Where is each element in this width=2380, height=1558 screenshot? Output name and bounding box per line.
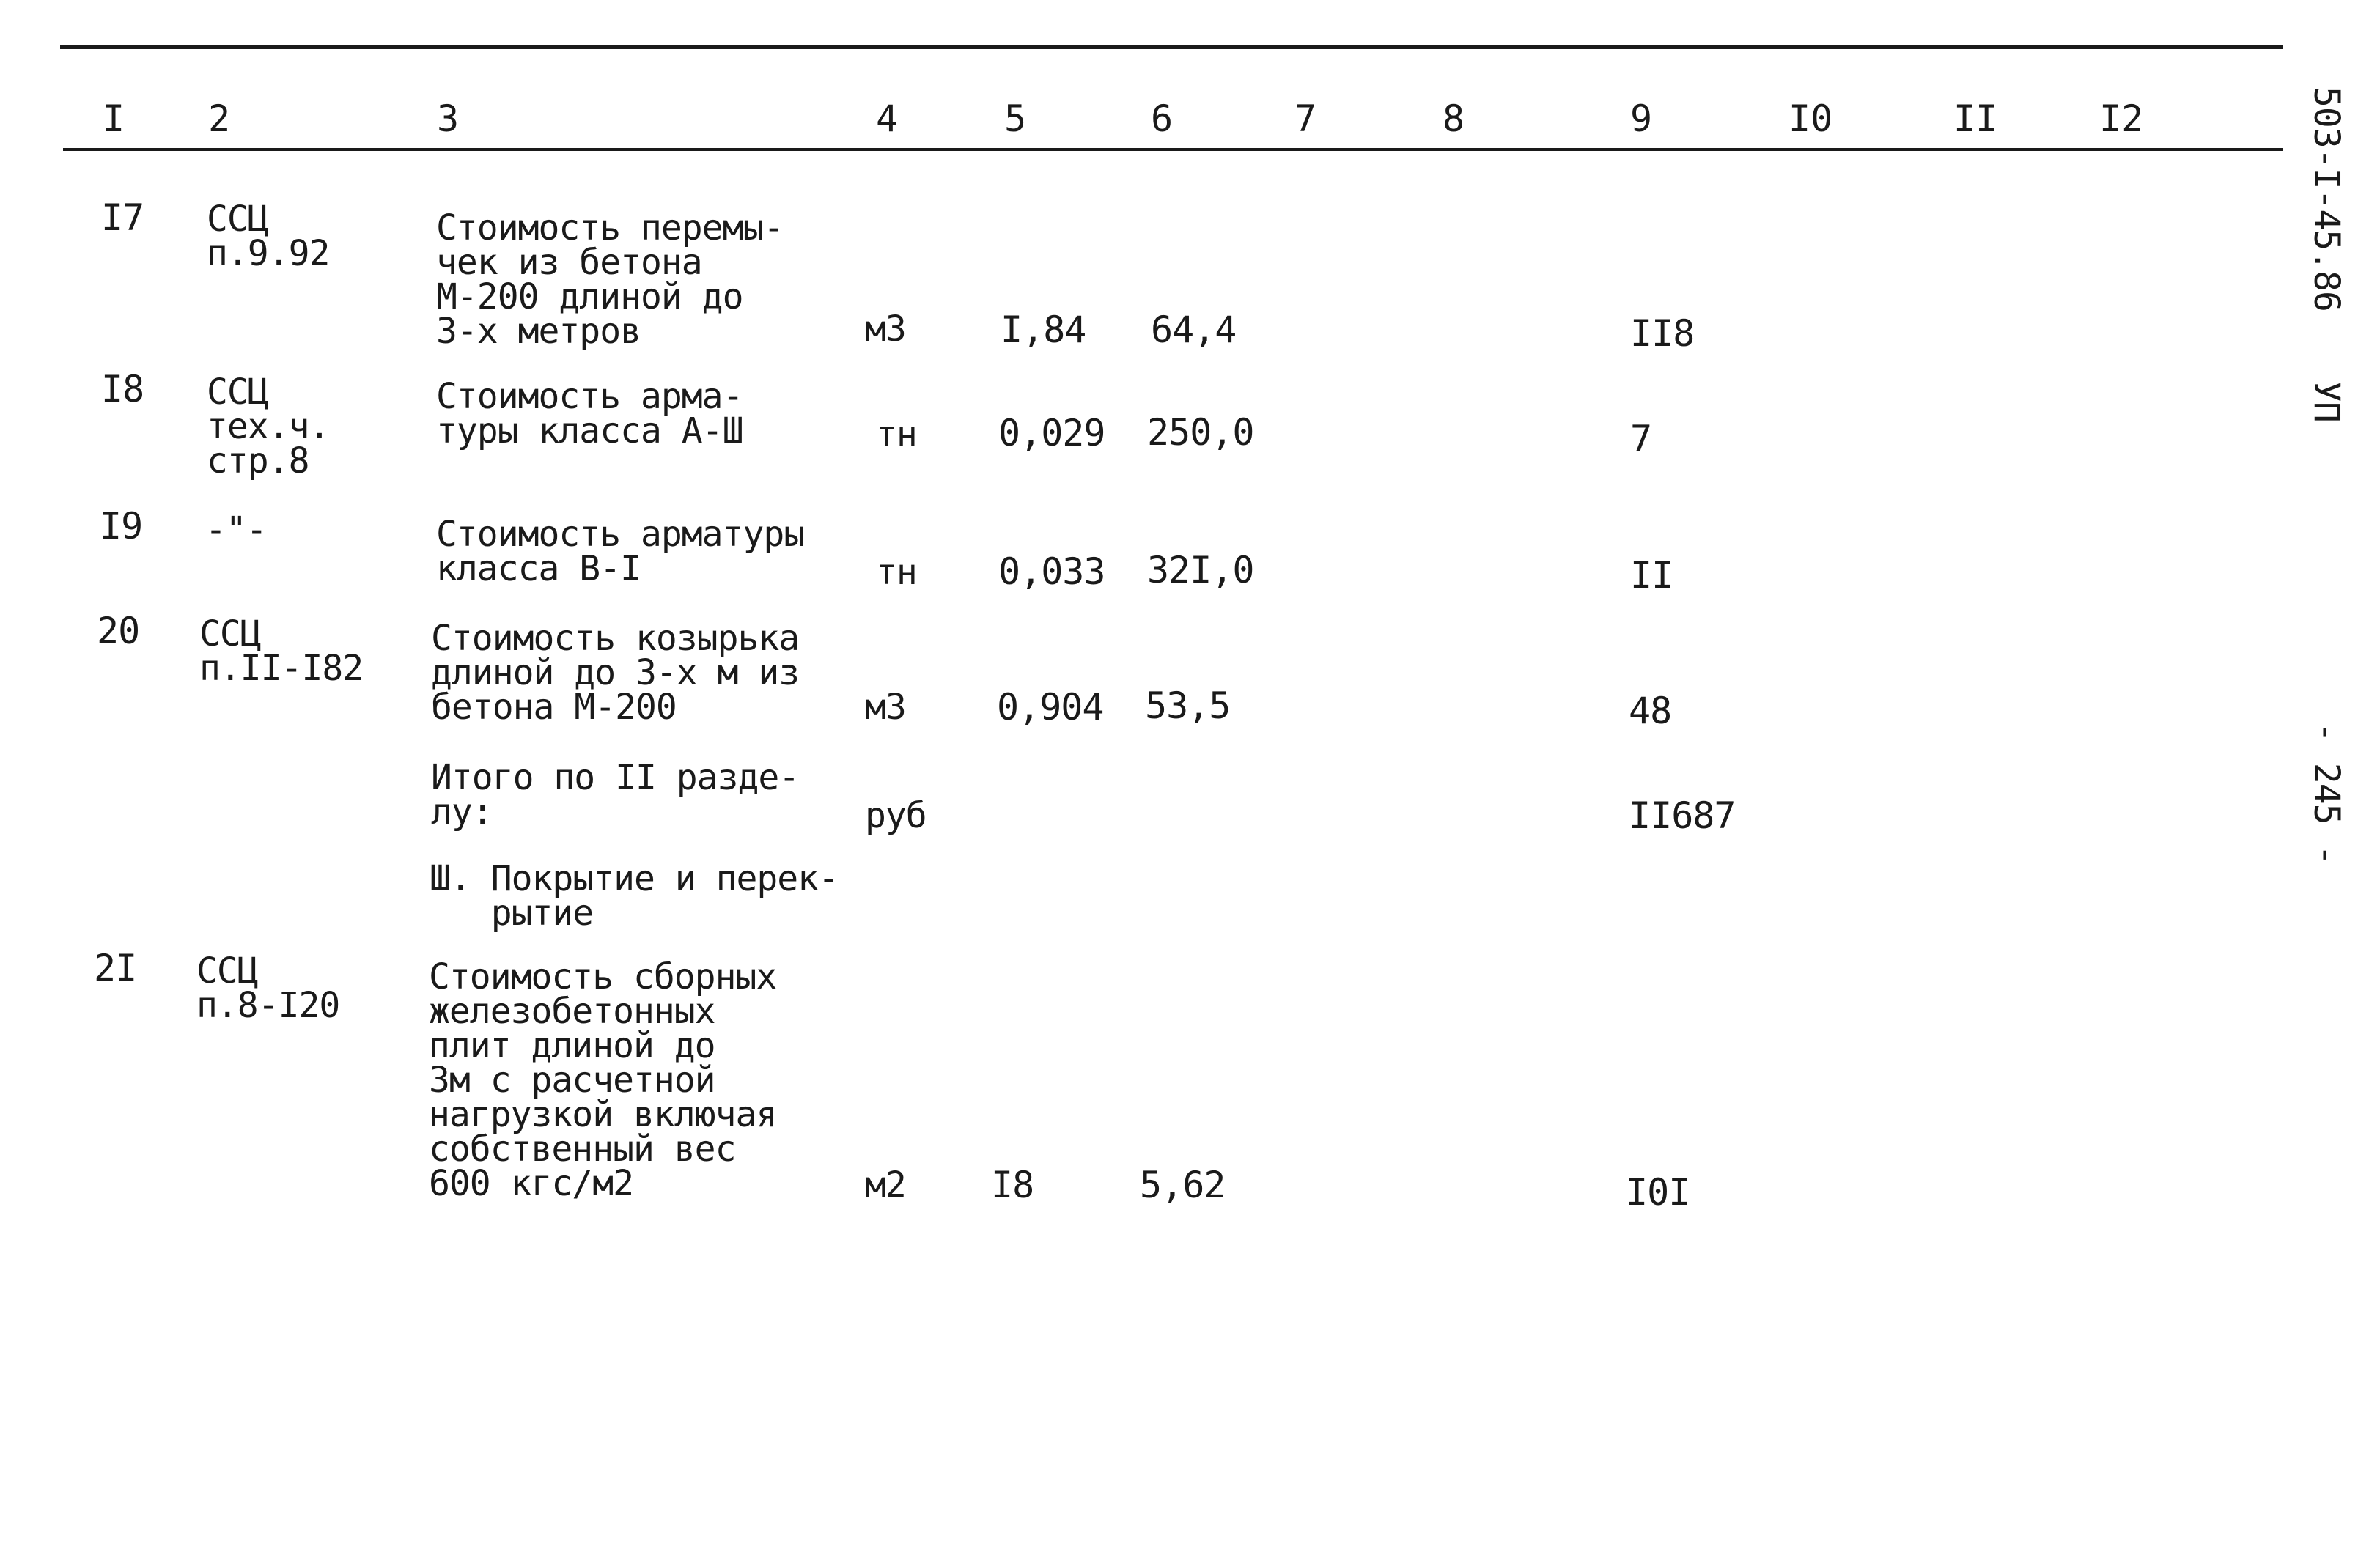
row-source: ССЦ тех.ч. стр.8	[207, 372, 330, 481]
row-name: Стоимость арма- туры класса А-Ш	[436, 376, 743, 451]
row-source: ССЦ п.II-I82	[199, 613, 364, 689]
row-source: ССЦ п.8-I20	[196, 950, 340, 1026]
row-name: Итого по II разде- лу:	[431, 757, 800, 832]
row-unit: тн	[876, 414, 917, 455]
row-unit: м3	[865, 687, 906, 728]
column-header-10: I0	[1788, 97, 1833, 140]
row-total: II	[1630, 554, 1673, 597]
column-header-5: 5	[1004, 97, 1027, 140]
row-unit: м2	[865, 1164, 906, 1206]
row-number: I8	[101, 368, 144, 410]
column-header-8: 8	[1443, 97, 1465, 140]
row-unit: м3	[865, 309, 906, 350]
row-source: -"-	[205, 509, 267, 550]
row-name: Стоимость перемы- чек из бетона М-200 длиной до 3-х метров	[436, 207, 784, 352]
row-name: Стоимость арматуры класса В-I	[436, 514, 805, 589]
row-unit-price: 64,4	[1151, 309, 1237, 351]
row-unit: руб	[865, 795, 926, 836]
column-header-7: 7	[1294, 97, 1317, 140]
margin-document-code: 503-I-45.86	[2306, 86, 2347, 311]
column-header-12: I2	[2099, 97, 2144, 140]
column-header-9: 9	[1630, 97, 1653, 140]
column-header-2: 2	[208, 97, 231, 140]
header-rule	[63, 148, 2283, 151]
column-header-11: II	[1953, 97, 1998, 140]
row-quantity: 0,904	[997, 686, 1104, 728]
column-header-3: 3	[437, 97, 460, 140]
row-number: 20	[97, 610, 140, 652]
row-quantity: 0,029	[998, 412, 1105, 454]
row-total: 48	[1629, 690, 1672, 732]
column-header-6: 6	[1151, 97, 1174, 140]
section-heading: Ш. Покрытие и перек- рытие	[430, 858, 839, 934]
row-total: I0I	[1626, 1171, 1690, 1214]
row-unit-price: 53,5	[1145, 684, 1231, 727]
row-unit-price: 32I,0	[1147, 549, 1254, 591]
row-number: I7	[101, 196, 144, 239]
row-name: Стоимость козырька длиной до 3-х м из бетона М-200	[431, 618, 800, 728]
row-unit-price: 250,0	[1147, 411, 1254, 454]
row-quantity: 0,033	[998, 550, 1105, 593]
column-header-4: 4	[876, 97, 899, 140]
row-quantity: I,84	[1001, 309, 1086, 351]
row-source: ССЦ п.9.92	[207, 199, 330, 274]
top-rule	[60, 45, 2283, 49]
row-quantity: I8	[991, 1164, 1034, 1206]
column-header-1: I	[103, 97, 125, 140]
row-number: I9	[100, 505, 143, 547]
margin-volume: УП	[2306, 381, 2347, 422]
row-total: II687	[1629, 794, 1736, 837]
margin-page-number: - 245 -	[2306, 722, 2347, 865]
row-number: 2I	[94, 947, 137, 989]
row-unit: тн	[876, 552, 917, 593]
row-total: II8	[1630, 312, 1695, 355]
row-name: Стоимость сборных железобетонных плит длиной до 3м с расчетной нагрузкой включая собственный вес 600 кгс/м2	[429, 956, 777, 1204]
row-unit-price: 5,62	[1140, 1164, 1226, 1206]
row-total: 7	[1630, 418, 1652, 460]
